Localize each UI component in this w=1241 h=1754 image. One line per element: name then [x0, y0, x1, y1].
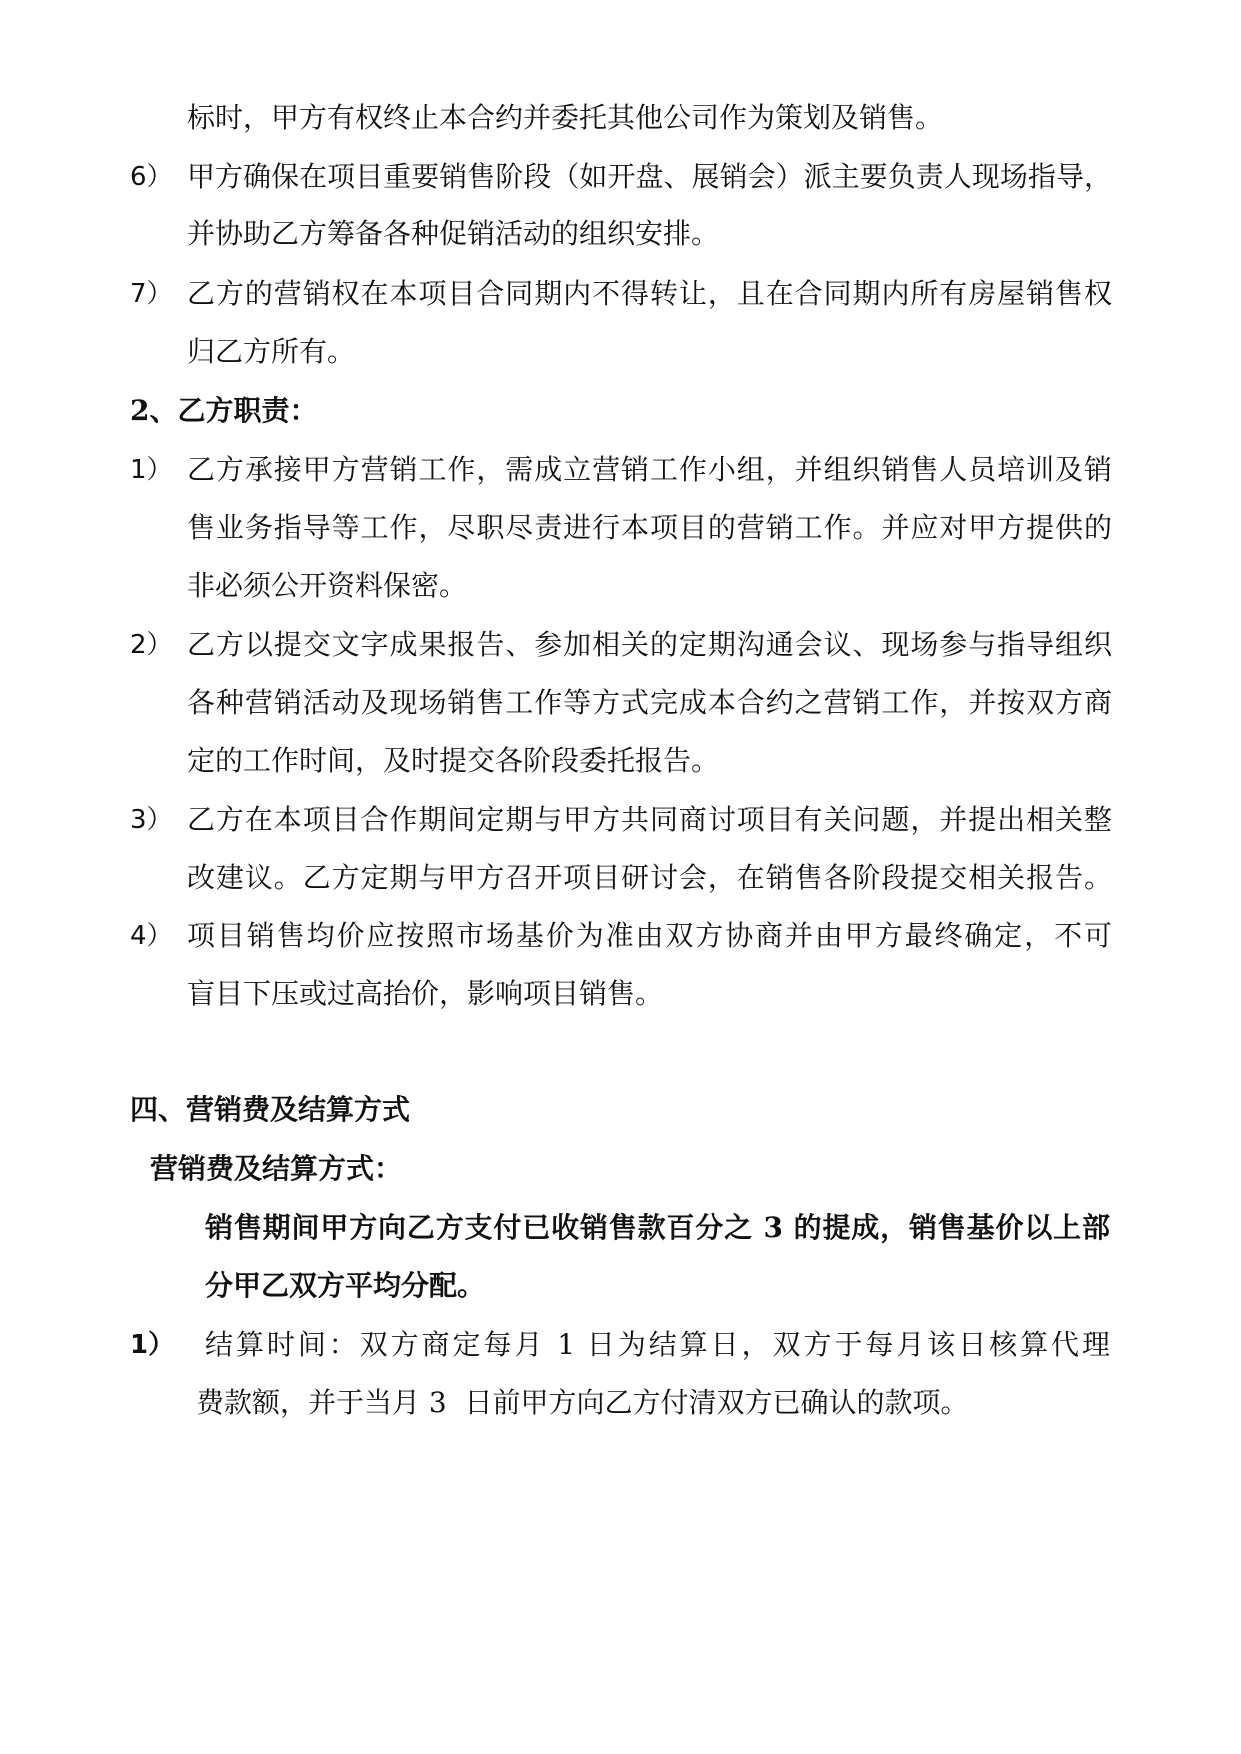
paragraph-line: 盲目下压或过高抬价，影响项目销售。: [187, 977, 664, 1010]
paragraph-line: 甲方确保在项目重要销售阶段（如开盘、展销会）派主要负责人现场指导，: [187, 160, 1112, 193]
paragraph-line: 乙方的营销权在本项目合同期内不得转让，且在合同期内所有房屋销售权: [187, 277, 1112, 310]
paragraph-line: 乙方承接甲方营销工作，需成立营销工作小组，并组织销售人员培训及销: [187, 453, 1112, 486]
clause-number: 1）: [130, 455, 173, 485]
paragraph-line: 各种营销活动及现场销售工作等方式完成本合约之营销工作，并按双方商: [187, 686, 1112, 719]
paragraph-line: 售业务指导等工作，尽职尽责进行本项目的营销工作。并应对甲方提供的: [187, 511, 1112, 544]
paragraph-line: 并协助乙方筹备各种促销活动的组织安排。: [187, 217, 720, 250]
clause-number: 3）: [130, 805, 173, 835]
bold-paragraph-line: 销售期间甲方向乙方支付已收销售款百分之 3 的提成，销售基价以上部: [205, 1211, 1110, 1244]
bold-paragraph-line: 分甲乙双方平均分配。: [205, 1269, 486, 1302]
clause-number: 6）: [130, 162, 173, 192]
paragraph-line: 定的工作时间，及时提交各阶段委托报告。: [187, 744, 720, 777]
paragraph-line: 标时，甲方有权终止本合约并委托其他公司作为策划及销售。: [187, 101, 944, 134]
paragraph-line: 改建议。乙方定期与甲方召开项目研讨会，在销售各阶段提交相关报告。: [187, 861, 1112, 894]
paragraph-line: 非必须公开资料保密。: [187, 569, 468, 602]
subsection-heading: 营销费及结算方式：: [150, 1152, 403, 1185]
clause-number: 4）: [130, 921, 173, 951]
clause-number: 2）: [130, 630, 173, 660]
clause-number: 7）: [130, 279, 173, 309]
section-heading: 2、乙方职责：: [130, 394, 318, 427]
paragraph-line: 费款额，并于当月 3 日前甲方向乙方付清双方已确认的款项。: [196, 1386, 969, 1419]
paragraph-line: 乙方以提交文字成果报告、参加相关的定期沟通会议、现场参与指导组织: [187, 628, 1112, 661]
paragraph-line: 项目销售均价应按照市场基价为准由双方协商并由甲方最终确定，不可: [187, 919, 1112, 952]
paragraph-line: 乙方在本项目合作期间定期与甲方共同商讨项目有关问题，并提出相关整: [187, 803, 1112, 836]
clause-number: 1）: [130, 1330, 175, 1360]
chapter-heading: 四、营销费及结算方式: [130, 1093, 411, 1126]
paragraph-line: 归乙方所有。: [187, 335, 356, 368]
paragraph-line: 结算时间：双方商定每月 1 日为结算日，双方于每月该日核算代理: [205, 1328, 1110, 1361]
